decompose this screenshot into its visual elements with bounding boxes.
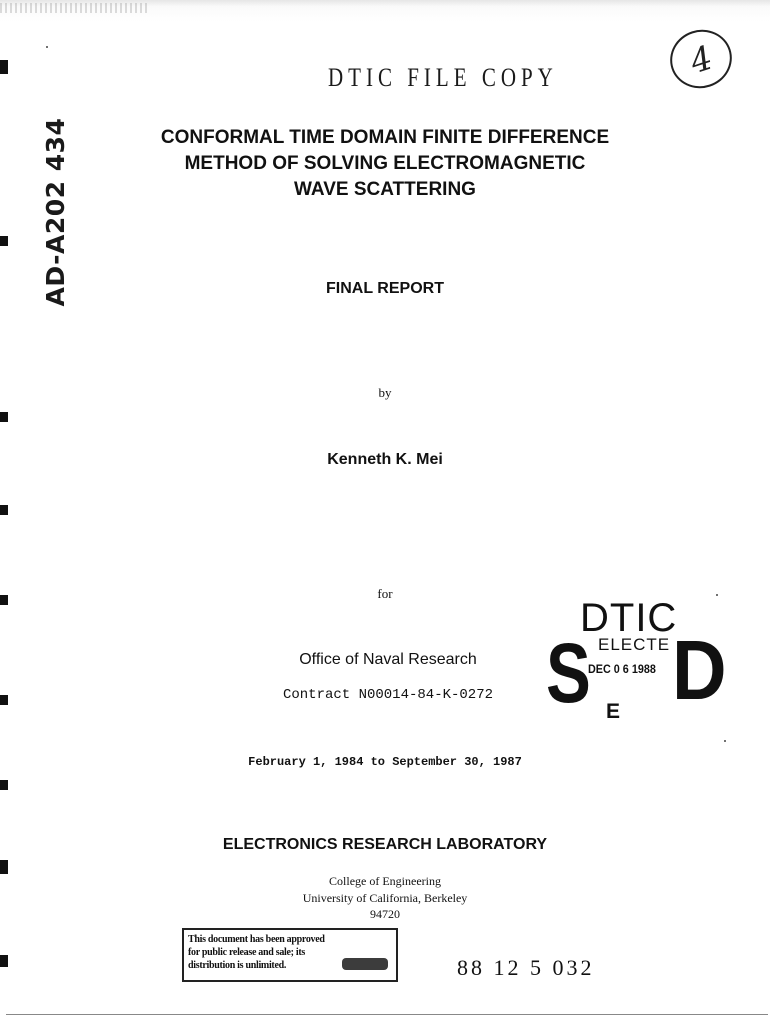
address-line-2: University of California, Berkeley — [302, 891, 468, 905]
scan-edge-mark — [0, 412, 8, 422]
title-line-3: WAVE SCATTERING — [294, 179, 476, 200]
dtic-electe-label: ELECTE — [598, 635, 671, 654]
file-copy-stamp: DTIC FILE COPY — [328, 62, 558, 92]
title-line-2: METHOD OF SOLVING ELECTROMAGNETIC — [184, 153, 586, 174]
scan-edge-mark — [0, 505, 8, 515]
circled-copy-number — [663, 22, 740, 96]
scan-edge-mark — [0, 236, 8, 246]
scan-edge-artifact — [0, 0, 770, 22]
laboratory-name: ELECTRONICS RESEARCH LABORATORY — [222, 836, 548, 853]
distribution-statement-box — [182, 928, 398, 982]
dtic-title: DTIC — [580, 596, 678, 640]
author-name: Kenneth K. Mei — [327, 451, 443, 468]
distribution-line-1: This document has been approved — [188, 934, 325, 945]
scan-edge-mark — [0, 695, 8, 705]
for-label: for — [377, 586, 393, 601]
by-label: by — [378, 385, 392, 400]
dtic-grade: E — [606, 700, 621, 723]
scan-bottom-rule — [6, 1014, 768, 1015]
title-line-1: CONFORMAL TIME DOMAIN FINITE DIFFERENCE — [160, 127, 610, 148]
distribution-line-2: for public release and sale; its — [188, 947, 305, 958]
contract-number: Contract N00014-84-K-0272 — [282, 687, 494, 703]
scan-speck — [724, 740, 726, 742]
dtic-letter-d: D — [672, 623, 727, 717]
distribution-line-3: distribution is unlimited. — [188, 960, 287, 971]
address-line-3: 94720 — [370, 907, 400, 921]
dtic-electe-stamp — [544, 596, 734, 730]
bottom-accession-number: 88 12 5 032 — [457, 955, 595, 980]
scan-edge-mark — [0, 780, 8, 790]
dtic-letter-s: S — [546, 626, 591, 720]
accession-number: AD-A202 434 — [41, 117, 70, 307]
report-period: February 1, 1984 to September 30, 1987 — [248, 755, 522, 769]
address-line-1: College of Engineering — [329, 874, 441, 888]
scan-edge-mark — [0, 860, 8, 874]
ink-smudge — [342, 958, 388, 970]
sponsor-name: Office of Naval Research — [299, 651, 477, 668]
dtic-date: DEC 0 6 1988 — [588, 662, 656, 676]
scan-edge-mark — [0, 60, 8, 74]
circled-number-text: 4 — [684, 37, 718, 81]
scan-speck — [46, 46, 48, 48]
scan-edge-mark — [0, 955, 8, 967]
report-type: FINAL REPORT — [326, 280, 444, 297]
